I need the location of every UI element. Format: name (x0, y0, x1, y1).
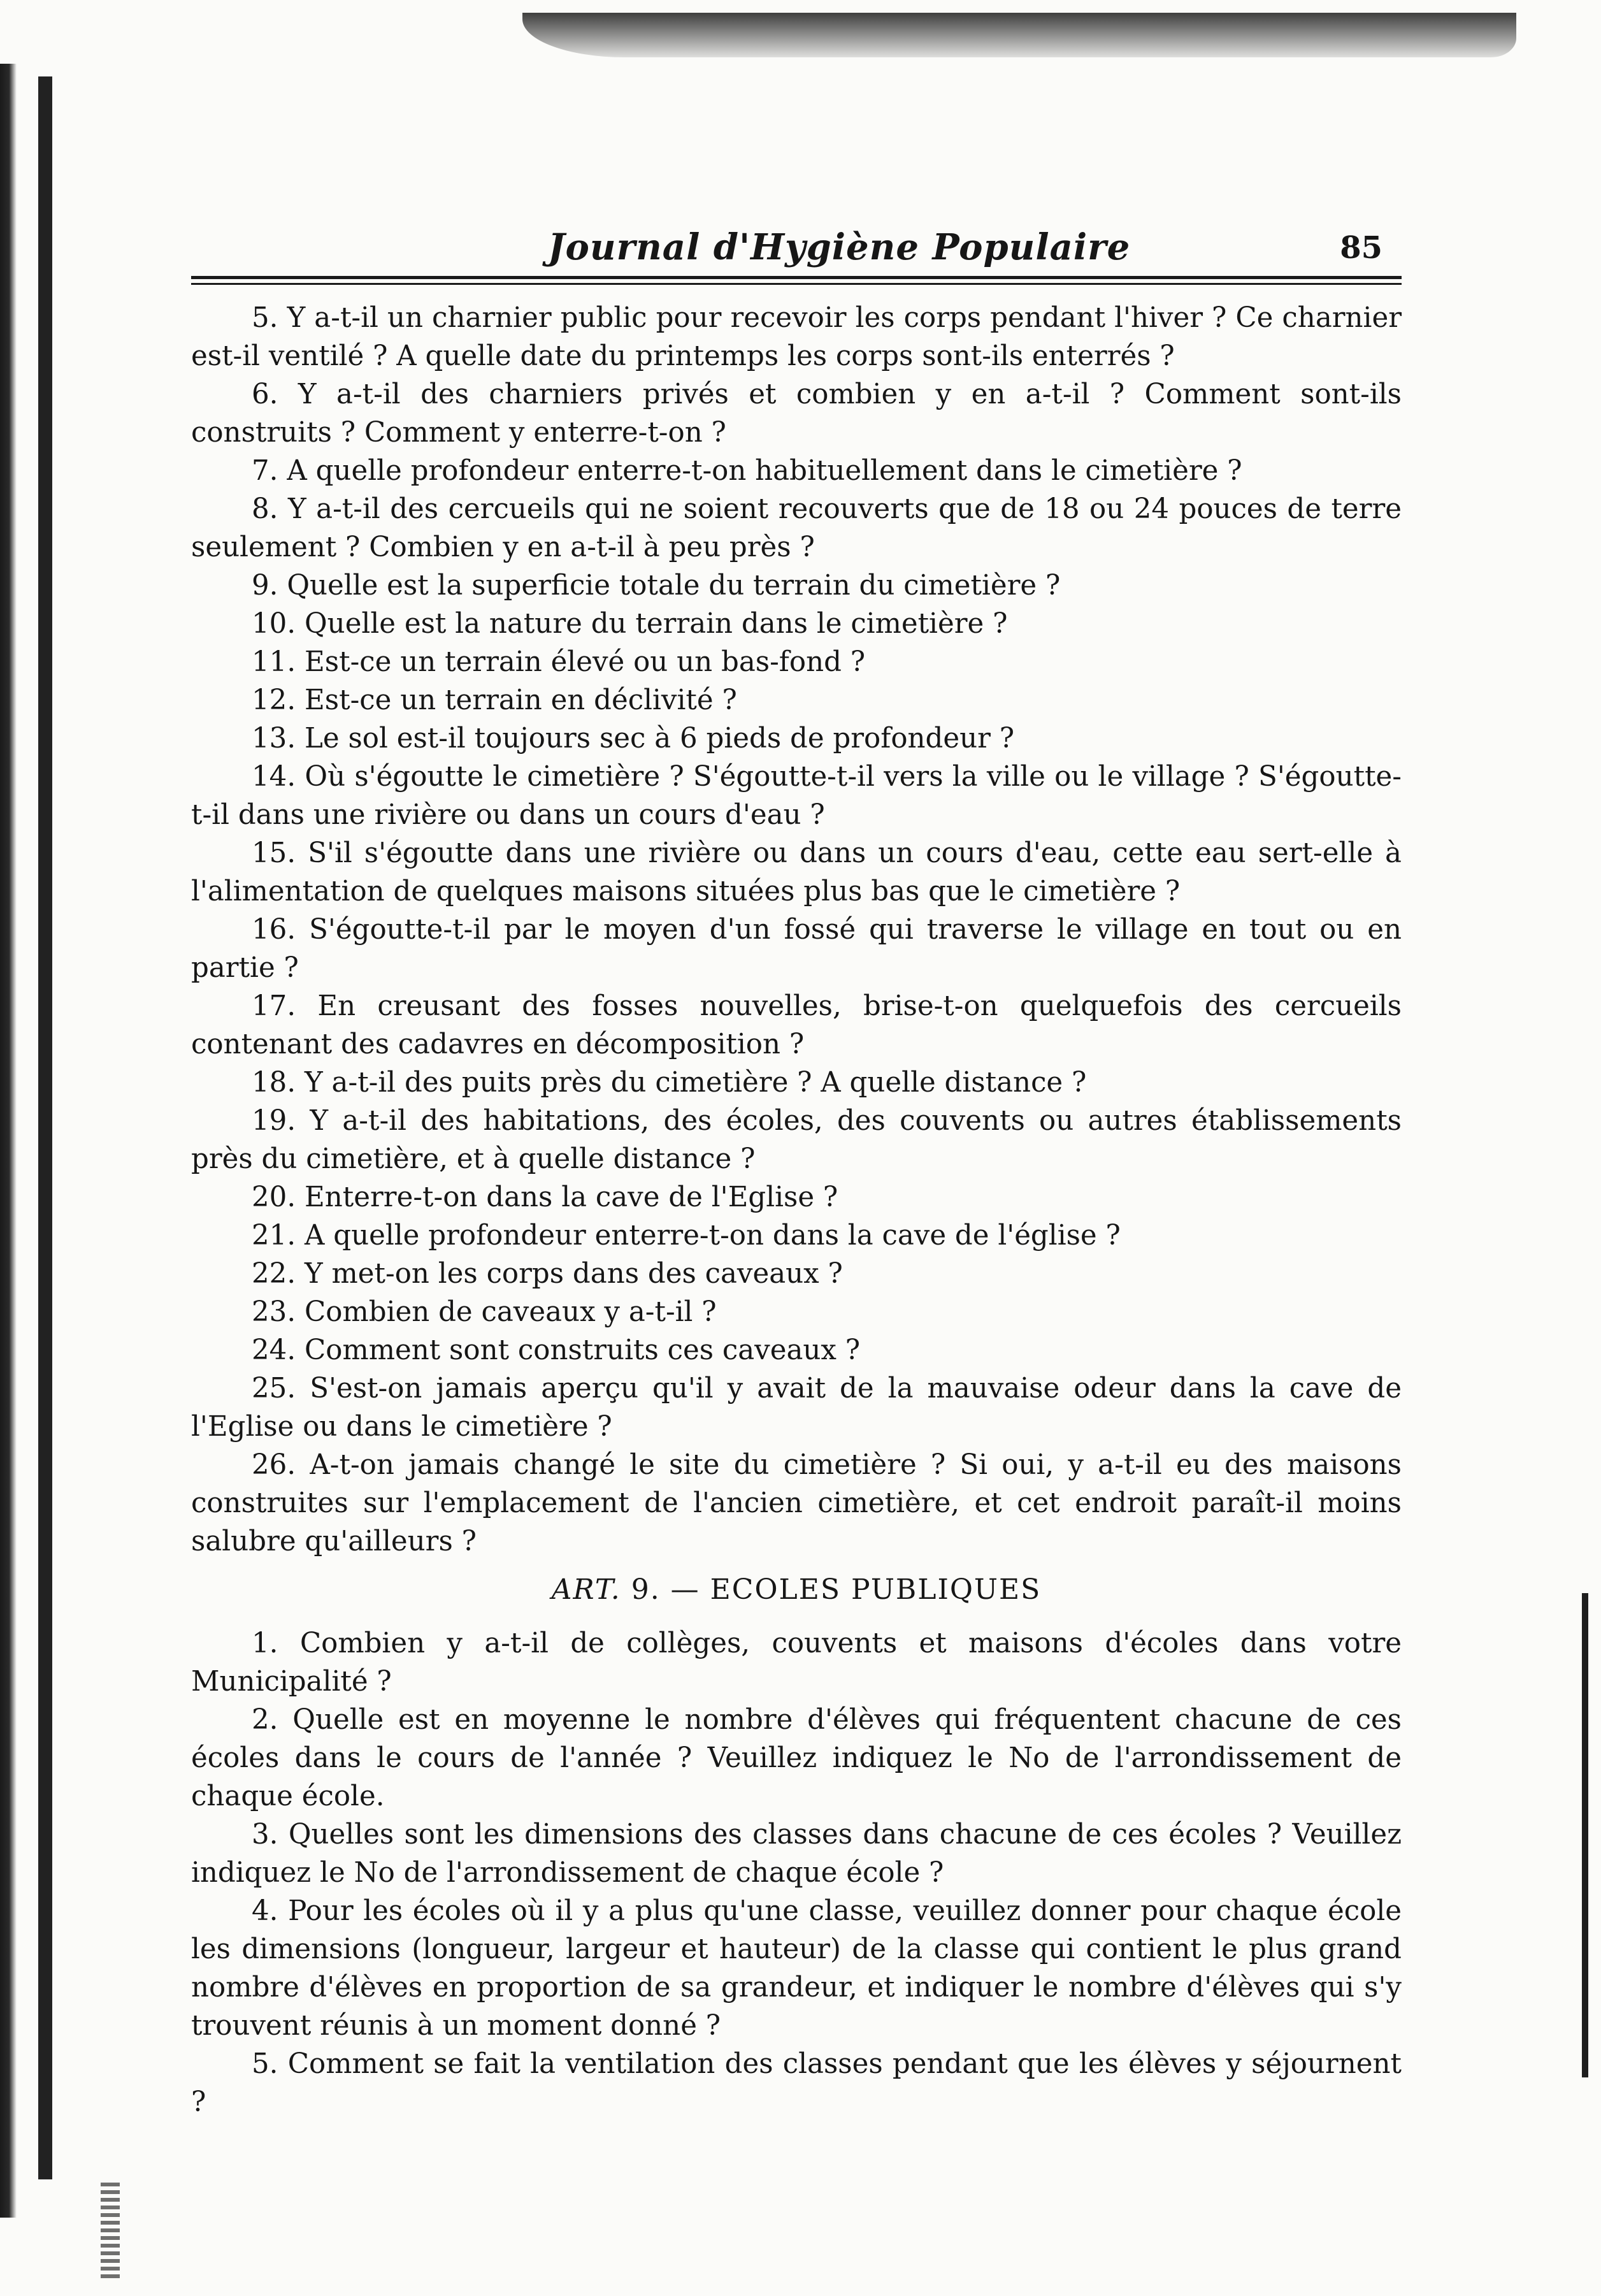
questions-schools (191, 1624, 1402, 2121)
question-item (191, 375, 1402, 452)
question-text: Comment sont construits ces caveaux ? (305, 1334, 861, 1366)
question-item (191, 1369, 1402, 1446)
question-number: 20. (252, 1181, 296, 1213)
section-heading (191, 1571, 1402, 1609)
question-number: 6. (252, 379, 278, 410)
section-title: 9. — ECOLES PUBLIQUES (631, 1573, 1042, 1606)
question-number: 23. (252, 1296, 296, 1328)
header-rule (191, 283, 1402, 285)
scan-bottom-smudge (101, 2183, 120, 2278)
page-number: 85 (1340, 230, 1382, 266)
scan-binding-shadow (38, 76, 52, 2179)
question-number: 26. (252, 1449, 296, 1481)
question-item (191, 1217, 1402, 1255)
question-number: 19. (252, 1105, 296, 1137)
page (191, 226, 1402, 2121)
question-number: 13. (252, 723, 296, 755)
question-text: Pour les écoles où il y a plus qu'une classe, veuillez donner pour chaque école les dimensions (longueur, largeur et hauteur) de la classe qui contient le plus grand nombre d'élèves en proportion de sa grandeur, et indiquer le nombre d'élèves qui s'y trouvent réunis à un moment donné ? (191, 1895, 1402, 2042)
question-number: 18. (252, 1067, 296, 1099)
question-number: 1. (252, 1628, 278, 1659)
question-text: Y a-t-il un charnier public pour recevoir les corps pendant l'hiver ? Ce charnier est-il ventilé ? A quelle date du printemps les corps sont-ils enterrés ? (191, 302, 1402, 372)
question-text: Quelles sont les dimensions des classes dans chacune de ces écoles ? Veuillez indiquez le No de l'arrondissement de chaque école ? (191, 1819, 1402, 1889)
question-number: 21. (252, 1220, 296, 1252)
question-item (191, 1331, 1402, 1369)
question-item (191, 911, 1402, 987)
question-text: Combien y a-t-il de collèges, couvents et maisons d'écoles dans votre Municipalité ? (191, 1628, 1402, 1698)
question-text: Le sol est-il toujours sec à 6 pieds de profondeur ? (305, 723, 1015, 755)
question-text: Quelle est la nature du terrain dans le cimetière ? (305, 608, 1008, 640)
question-number: 9. (252, 570, 278, 602)
question-text: S'égoutte-t-il par le moyen d'un fossé qui traverse le village en tout ou en partie ? (191, 914, 1402, 984)
question-item (191, 490, 1402, 567)
question-number: 7. (252, 455, 278, 487)
question-item (191, 1293, 1402, 1331)
question-text: Y met-on les corps dans des caveaux ? (305, 1258, 843, 1290)
question-number: 17. (252, 990, 296, 1022)
question-text: Y a-t-il des charniers privés et combien y en a-t-il ? Comment sont-ils construits ? Comment y enterre-t-on ? (191, 379, 1402, 449)
question-item (191, 1178, 1402, 1217)
question-number: 12. (252, 684, 296, 716)
question-text: S'est-on jamais aperçu qu'il y avait de la mauvaise odeur dans la cave de l'Eglise ou dans le cimetière ? (191, 1373, 1402, 1443)
question-item (191, 1064, 1402, 1102)
question-number: 10. (252, 608, 296, 640)
question-item (191, 2045, 1402, 2121)
question-number: 25. (252, 1373, 296, 1404)
question-text: Quelle est en moyenne le nombre d'élèves qui fréquentent chacune de ces écoles dans le cours de l'année ? Veuillez indiquez le No de l'arrondissement de chaque école. (191, 1704, 1402, 1812)
question-text: Où s'égoutte le cimetière ? S'égoutte-t-il vers la ville ou le village ? S'égoutte-t-il dans une rivière ou dans un cours d'eau ? (191, 761, 1402, 831)
scan-binding-edge (0, 64, 17, 2218)
question-text: Est-ce un terrain en déclivité ? (305, 684, 737, 716)
question-number: 15. (252, 837, 296, 869)
question-item (191, 1892, 1402, 2045)
question-number: 16. (252, 914, 296, 946)
question-text: Enterre-t-on dans la cave de l'Eglise ? (305, 1181, 838, 1213)
question-item (191, 1446, 1402, 1561)
question-text: Comment se fait la ventilation des classes pendant que les élèves y séjournent ? (191, 2048, 1402, 2118)
page-header (191, 226, 1402, 279)
questions-cemetery (191, 299, 1402, 1561)
question-number: 11. (252, 646, 296, 678)
question-text: En creusant des fosses nouvelles, brise-t-on quelquefois des cercueils contenant des cadavres en décomposition ? (191, 990, 1402, 1060)
question-text: A quelle profondeur enterre-t-on habituellement dans le cimetière ? (287, 455, 1242, 487)
scan-right-mark (1582, 1593, 1588, 2077)
question-item (191, 1102, 1402, 1178)
question-item (191, 987, 1402, 1064)
question-text: A-t-on jamais changé le site du cimetière ? Si oui, y a-t-il eu des maisons construites sur l'emplacement de l'ancien cimetière, et cet endroit paraît-il moins salubre qu'ailleurs ? (191, 1449, 1402, 1557)
question-item (191, 681, 1402, 719)
question-item (191, 1816, 1402, 1892)
question-number: 24. (252, 1334, 296, 1366)
question-item (191, 1701, 1402, 1816)
question-item (191, 643, 1402, 681)
question-text: S'il s'égoutte dans une rivière ou dans un cours d'eau, cette eau sert-elle à l'alimentation de quelques maisons situées plus bas que le cimetière ? (191, 837, 1402, 907)
question-text: Quelle est la superficie totale du terrain du cimetière ? (287, 570, 1061, 602)
question-item (191, 567, 1402, 605)
scan-top-smudge (522, 13, 1516, 57)
question-number: 5. (252, 302, 278, 334)
question-text: Est-ce un terrain élevé ou un bas-fond ? (305, 646, 866, 678)
question-number: 14. (252, 761, 296, 793)
question-item (191, 605, 1402, 643)
question-text: Y a-t-il des puits près du cimetière ? A quelle distance ? (305, 1067, 1087, 1099)
question-item (191, 1624, 1402, 1701)
question-number: 4. (252, 1895, 278, 1927)
question-item (191, 834, 1402, 911)
question-text: Y a-t-il des cercueils qui ne soient recouverts que de 18 ou 24 pouces de terre seulement ? Combien y en a-t-il à peu près ? (191, 493, 1402, 563)
section-art-label: ART. (551, 1573, 621, 1606)
question-number: 3. (252, 1819, 278, 1851)
question-item (191, 1255, 1402, 1293)
question-number: 2. (252, 1704, 278, 1736)
question-text: A quelle profondeur enterre-t-on dans la cave de l'église ? (305, 1220, 1121, 1252)
question-text: Y a-t-il des habitations, des écoles, des couvents ou autres établissements près du cimetière, et à quelle distance ? (191, 1105, 1402, 1175)
question-text: Combien de caveaux y a-t-il ? (305, 1296, 717, 1328)
question-item (191, 299, 1402, 375)
question-item (191, 719, 1402, 758)
question-number: 5. (252, 2048, 278, 2080)
question-number: 22. (252, 1258, 296, 1290)
question-number: 8. (252, 493, 278, 525)
question-item (191, 452, 1402, 490)
question-item (191, 758, 1402, 834)
running-title: Journal d'Hygiène Populaire (548, 226, 1131, 268)
